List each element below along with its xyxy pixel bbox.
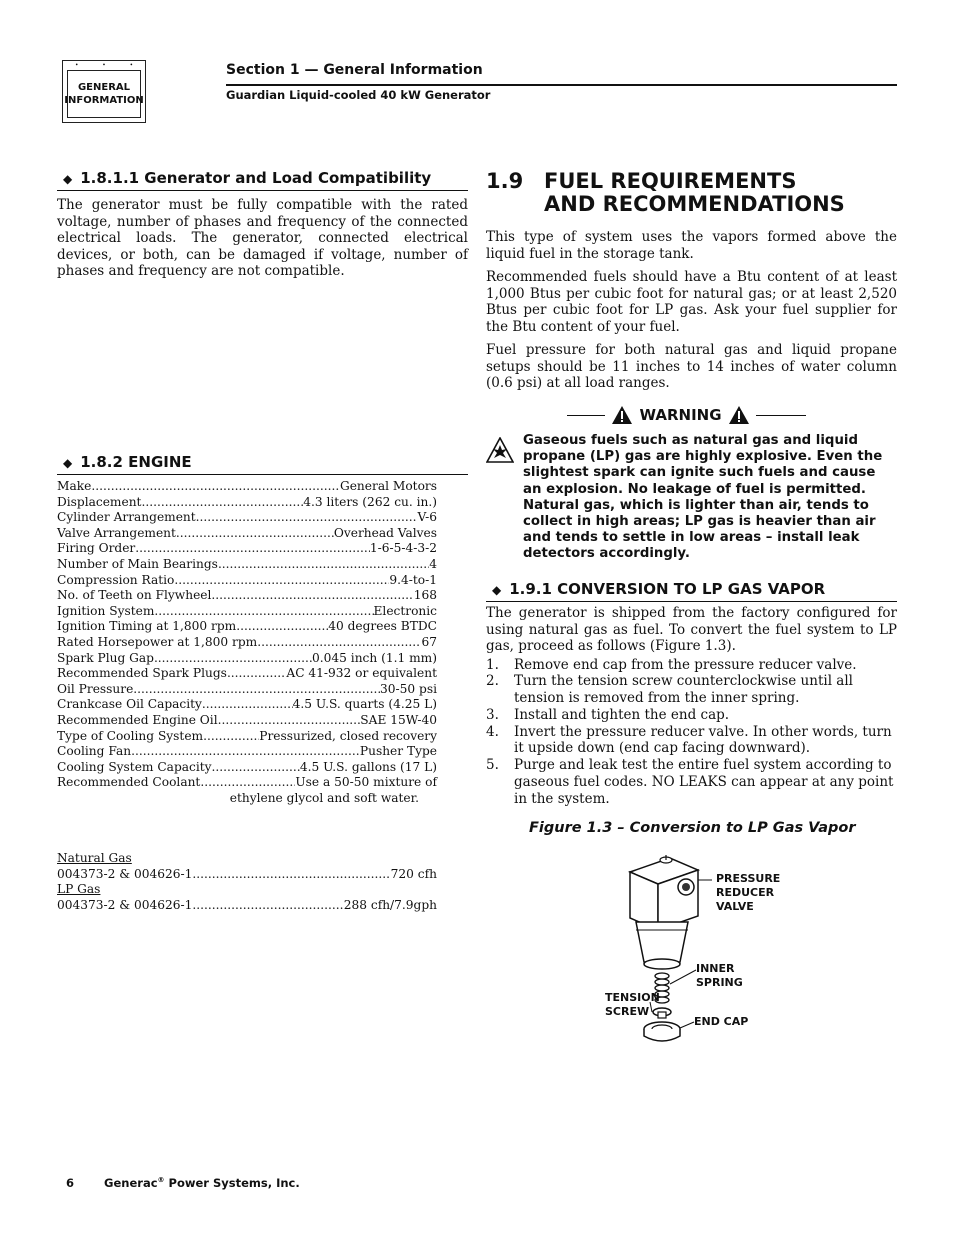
badge-line-2: INFORMATION	[64, 95, 144, 106]
label-pressure-reducer-valve	[716, 872, 780, 914]
conversion-section	[486, 578, 897, 808]
conversion-steps	[486, 657, 897, 808]
conversion-heading-text: 1.9.1 CONVERSION TO LP GAS VAPOR	[509, 580, 826, 598]
spec-value: 67	[421, 634, 437, 649]
fuel-heading	[486, 170, 897, 216]
engine-heading	[57, 451, 468, 475]
spec-value: General Motors	[339, 479, 437, 493]
spec-key: Oil Pressure	[57, 681, 134, 696]
diamond-icon: ◆	[492, 583, 502, 597]
spec-key: Recommended Coolant	[57, 775, 201, 790]
fuel-paragraph-1: This type of system uses the vapors formed above the liquid fuel in the storage tank.	[486, 229, 897, 262]
conversion-heading	[486, 578, 897, 602]
warning-box	[486, 405, 897, 563]
spec-key: Rated Horsepower at 1,800 rpm	[57, 634, 258, 649]
spec-value: Overhead Valves	[333, 525, 437, 540]
fuel-heading-line2: AND RECOMMENDATIONS	[544, 192, 845, 216]
natural-gas-row	[57, 867, 437, 883]
spec-value: 4	[429, 556, 437, 571]
footer-company: Generac	[104, 1176, 158, 1190]
warning-label: WARNING	[639, 406, 722, 424]
spec-key: Ignition Timing at 1,800 rpm	[57, 619, 237, 634]
spec-row	[57, 635, 437, 651]
step-text: Invert the pressure reducer valve. In other words, turn it upside down (end cap facing downward).	[514, 723, 892, 757]
diamond-icon: ◆	[63, 456, 73, 470]
explosion-hazard-icon	[486, 437, 514, 463]
footer-company-rest: Power Systems, Inc.	[164, 1176, 300, 1190]
section-title: Section 1 — General Information	[226, 62, 483, 78]
spec-row	[57, 604, 437, 620]
label-screw-line2: SCREW	[605, 1005, 650, 1018]
fuel-consumption	[57, 851, 437, 913]
spec-key: Cooling Fan	[57, 744, 132, 759]
fuel-heading-line1: FUEL REQUIREMENTS	[544, 169, 797, 193]
ng-value: 720 cfh	[390, 866, 437, 881]
spec-key: Recommended Spark Plugs	[57, 666, 227, 681]
document-subtitle: Guardian Liquid-cooled 40 kW Generator	[226, 88, 491, 102]
spec-row	[57, 588, 437, 604]
spec-row	[57, 495, 437, 511]
spec-key: Displacement	[57, 494, 142, 509]
conversion-intro: The generator is shipped from the factory configured for using natural gas as fuel. To convert the fuel system to LP gas, proceed as follows (Figure 1.3).	[486, 605, 897, 654]
badge-rivets: • • •	[75, 61, 133, 69]
label-valve-line3: VALVE	[716, 900, 754, 913]
lp-gas-row	[57, 898, 437, 914]
label-tension-screw	[605, 991, 660, 1019]
warning-header	[476, 405, 897, 425]
spec-key: Cylinder Arrangement	[57, 510, 196, 525]
spec-value: 4.3 liters (262 cu. in.)	[303, 494, 437, 509]
spec-value: Use a 50-50 mixture of	[295, 775, 437, 790]
spec-key: Firing Order	[57, 541, 136, 556]
spec-key: Cooling System Capacity	[57, 759, 212, 774]
diamond-icon: ◆	[63, 172, 73, 186]
section-badge	[62, 60, 146, 123]
spec-value: 1-6-5-4-3-2	[369, 541, 437, 556]
spec-value: Pressurized, closed recovery	[259, 728, 437, 743]
page-footer	[66, 1176, 300, 1190]
spec-key: Number of Main Bearings	[57, 556, 218, 571]
label-spring-line2: SPRING	[696, 976, 743, 989]
spec-value: 0.045 inch (1.1 mm)	[312, 650, 437, 665]
warning-text: Gaseous fuels such as natural gas and liquid propane (LP) gas are highly explosive. Even the slightest spark can ignite such fuels and cause an explosion. No leakage of fuel is permitted. Natural gas, which is lighter than air, tends to collect in high areas; LP gas is heavier than air and tends to settle in low areas – install leak detectors accordingly.	[523, 433, 883, 562]
lp-gas-label: LP Gas	[57, 882, 101, 897]
engine-heading-text: 1.8.2 ENGINE	[80, 453, 192, 471]
compat-heading-text: 1.8.1.1 Generator and Load Compatibility	[80, 169, 432, 187]
spec-row	[57, 526, 437, 542]
right-column	[486, 170, 897, 392]
spec-key: Valve Arrangement	[57, 525, 176, 540]
spec-value: 168	[413, 588, 437, 603]
spec-row	[57, 651, 437, 667]
spec-value: 9.4-to-1	[389, 572, 437, 587]
label-spring-line1: INNER	[696, 962, 735, 975]
spec-row	[57, 729, 437, 745]
spec-key: Spark Plug Gap	[57, 650, 154, 665]
spec-value: SAE 15W-40	[360, 712, 437, 727]
spec-key: Crankcase Oil Capacity	[57, 697, 202, 712]
step-item	[486, 673, 897, 707]
left-column	[57, 167, 468, 280]
spec-row	[57, 557, 437, 573]
spec-row	[57, 744, 437, 760]
ng-model: 004373-2 & 004626-1	[57, 866, 193, 881]
fuel-heading-number: 1.9	[486, 169, 524, 193]
spec-row	[57, 775, 437, 791]
warning-triangle-icon	[728, 405, 750, 425]
header-rule	[226, 84, 897, 86]
spec-key: Recommended Engine Oil	[57, 712, 218, 727]
lp-model: 004373-2 & 004626-1	[57, 897, 193, 912]
spec-row	[57, 479, 437, 495]
registered-mark: ®	[157, 1176, 165, 1185]
step-number: 3.	[486, 706, 499, 723]
step-text: Turn the tension screw counterclockwise until all tension is removed from the inner spring.	[514, 673, 853, 707]
step-item	[486, 707, 897, 724]
spec-row	[57, 573, 437, 589]
step-item	[486, 724, 897, 758]
spec-value: 4.5 U.S. quarts (4.25 L)	[292, 697, 437, 712]
step-number: 1.	[486, 656, 499, 673]
step-number: 2.	[486, 673, 499, 690]
step-text: Remove end cap from the pressure reducer valve.	[514, 656, 857, 673]
engine-spec-list	[57, 479, 437, 806]
label-screw-line1: TENSION	[605, 991, 660, 1004]
spec-row	[57, 697, 437, 713]
label-valve-line2: REDUCER	[716, 886, 775, 899]
warning-triangle-icon	[611, 405, 633, 425]
step-text: Purge and leak test the entire fuel system according to gaseous fuel codes. NO LEAKS can appear at any point in the system.	[514, 757, 894, 807]
step-text: Install and tighten the end cap.	[514, 706, 730, 723]
spec-key: Compression Ratio	[57, 572, 175, 587]
spec-key: No. of Teeth on Flywheel	[57, 588, 212, 603]
label-end-cap: END CAP	[694, 1015, 749, 1028]
spec-value: Pusher Type	[359, 744, 437, 759]
spec-key: Make	[57, 479, 92, 493]
fuel-paragraph-3: Fuel pressure for both natural gas and liquid propane setups should be 11 inches to 14 inches of water column (0.6 psi) at all load ranges.	[486, 342, 897, 391]
step-number: 4.	[486, 723, 499, 740]
lp-value: 288 cfh/7.9gph	[343, 897, 437, 912]
compat-paragraph: The generator must be fully compatible with the rated voltage, number of phases and frequency of the connected electrical loads. The generator, connected electrical devices, or both, can be damaged if voltage, number of phases and frequency are not compatible.	[57, 197, 468, 279]
spec-value: 4.5 U.S. gallons (17 L)	[299, 759, 437, 774]
spec-row	[57, 682, 437, 698]
spec-value: Electronic	[373, 603, 437, 618]
step-number: 5.	[486, 757, 499, 774]
compat-heading	[57, 167, 468, 191]
spec-row	[57, 666, 437, 682]
spec-key: Ignition System	[57, 603, 155, 618]
spec-value: AC 41-932 or equivalent	[286, 666, 437, 681]
badge-line-1: GENERAL	[77, 82, 131, 93]
page-number: 6	[66, 1176, 75, 1190]
spec-value: V-6	[417, 510, 437, 525]
spec-key: Type of Cooling System	[57, 728, 204, 743]
spec-row	[57, 760, 437, 776]
spec-row	[57, 713, 437, 729]
fuel-paragraph-2: Recommended fuels should have a Btu content of at least 1,000 Btus per cubic foot for natural gas; or at least 2,520 Btus per cubic foot for LP gas. Ask your fuel supplier for the Btu content of your fuel.	[486, 269, 897, 335]
label-inner-spring	[696, 962, 743, 990]
label-valve-line1: PRESSURE	[716, 872, 781, 885]
spec-value: 30-50 psi	[380, 681, 437, 696]
step-item	[486, 657, 897, 674]
engine-section	[57, 451, 468, 475]
spec-row	[57, 619, 437, 635]
coolant-continuation: ethylene glycol and soft water.	[229, 790, 419, 805]
step-item	[486, 757, 897, 807]
spec-value: 40 degrees BTDC	[328, 619, 437, 634]
spec-row	[57, 510, 437, 526]
figure-caption: Figure 1.3 – Conversion to LP Gas Vapor	[529, 820, 856, 836]
spec-row	[57, 541, 437, 557]
natural-gas-label: Natural Gas	[57, 851, 132, 865]
